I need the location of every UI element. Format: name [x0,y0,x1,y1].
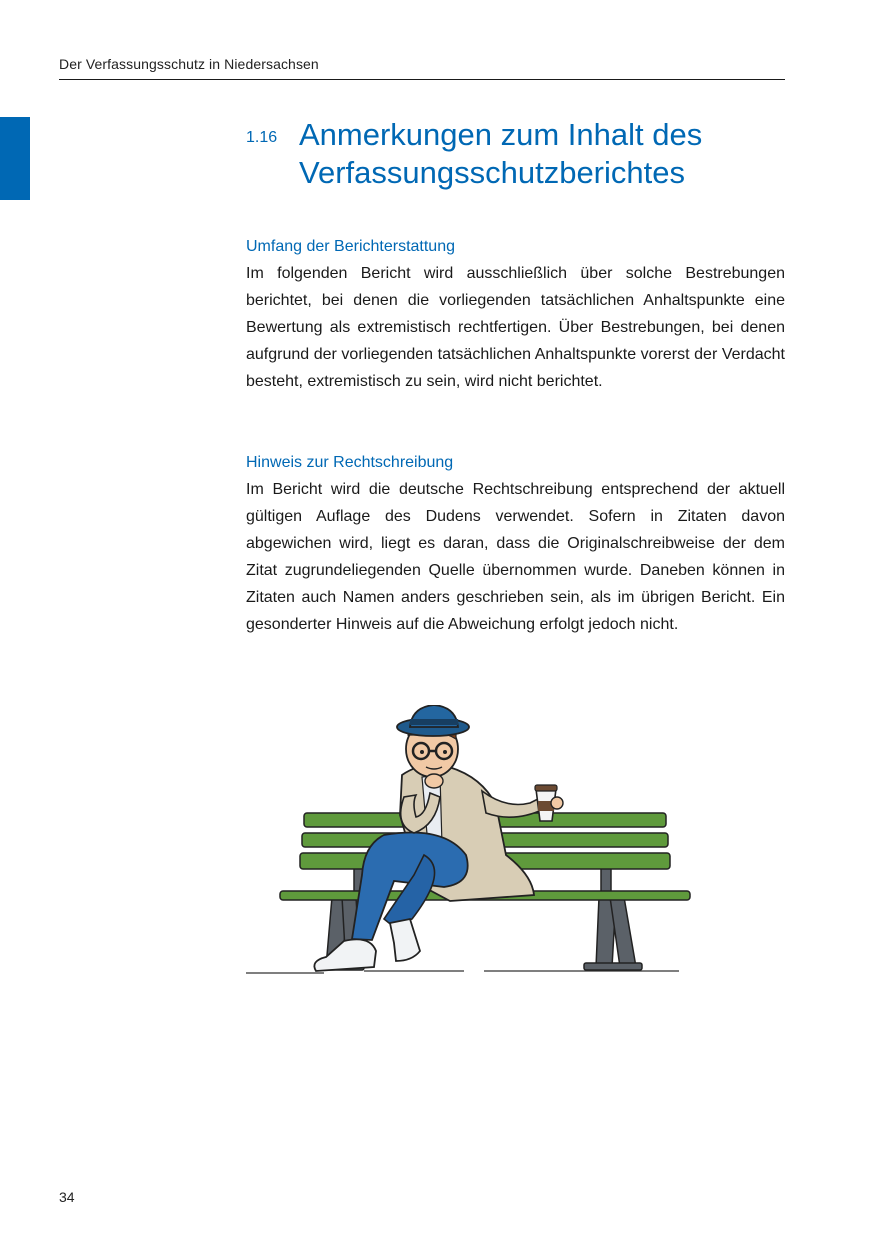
hat-icon [397,705,469,736]
running-header: Der Verfassungsschutz in Niedersachsen [59,56,319,72]
section-heading: Hinweis zur Rechtschreibung [246,454,454,471]
section-body: Im folgenden Bericht wird ausschließlich über solche Bestrebungen berichtet, bei denen die vorliegenden tatsächlichen Anhaltspunkte eine Bewertung als extremistisch rechtfertigen. Über Bestrebungen, bei denen aufgrund der vorliegenden tatsächlichen Anhaltspunkte vorerst der Verdacht besteht, extremistisch zu sein, wird nicht berichtet. [246,265,785,390]
chapter-title: Anmerkungen zum Inhalt des Verfassungsschutzberichtes [299,117,703,190]
section-spelling [246,449,785,638]
right-shoe [390,919,420,961]
section-heading: Umfang der Berichterstattung [246,238,455,255]
left-shoe [314,939,376,971]
header-rule [59,79,785,80]
section-body: Im Bericht wird die deutsche Rechtschreibung entsprechend der aktuell gültigen Auflage des Dudens verwendet. Sofern in Zitaten davon abgewichen wird, liegt es daran, dass die Originalschreibweise der dem Zitat zugrundeliegenden Quelle übernommen wurde. Daneben können in Zitaten auch Namen anders geschrieben sein, als im übrigen Bericht. Ein gesonderter Hinweis auf die Abweichung erfolgt jedoch nicht. [246,481,785,633]
detective-on-bench-illustration [244,705,694,990]
ground-lines [246,971,679,973]
chapter-number: 1.16 [246,129,278,146]
chapter-side-tab [0,117,30,200]
section-scope [246,233,785,395]
page-number: 34 [59,1189,75,1205]
right-arm [482,791,544,817]
